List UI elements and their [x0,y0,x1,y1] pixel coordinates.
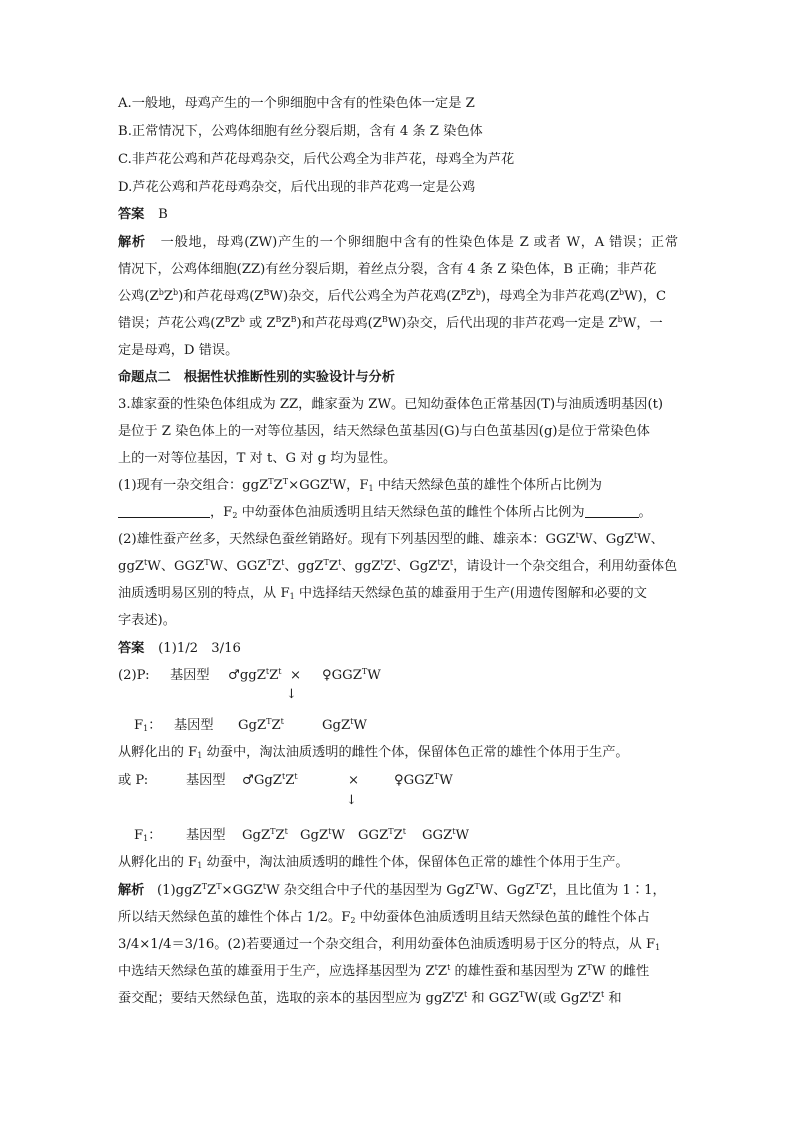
analysis-1-line-4: 错误；芦花公鸡($Z^BZ^b$ 或 $Z^BZ^B$)和芦花母鸡$(Z^BW)$杂交，后代出现的非芦花鸡一定是 $Z^bW$，一 [118,315,663,331]
analysis-label: 解析 [118,235,146,250]
f1-label: $F_1$： [134,828,162,843]
analysis-text: 一般地，母鸡(ZW)产生的一个卵细胞中含有的性染色体是 Z 或者 W，A 错误；正常 [160,235,679,250]
question-3-part-2-line-1: (2)雄性蚕产丝多，天然绿色蚕丝销路好。现有下列基因型的雌、雄亲本：GGZ$^t$W、GgZ$^t$W、 [118,531,664,547]
genotype-label: 基因型 [186,828,226,843]
down-arrow-icon: ↓ [286,687,297,702]
answer-blank-2[interactable] [585,503,639,518]
diagram-note: 从孵化出的 $F_1$ 幼蚕中，淘汰油质透明的雌性个体，保留体色正常的雄性个体用于生产。 [118,745,629,760]
genotype-label: 基因型 [170,668,210,683]
answer-value: B [158,207,168,222]
cross-symbol: × [348,773,360,788]
question-3-part-1: (1)现有一杂交组合：$ggZ^TZ^T\times GGZ^tW$，$F_1$ 中结天然绿色茧的雄性个体所占比例为 [118,477,602,493]
analysis-1-line-2: 情况下，公鸡体细胞(ZZ)有丝分裂后期，着丝点分裂，含有 4 条 Z 染色体，B 正确；非芦花 [118,262,657,277]
answer-label: 答案 [118,641,145,656]
diagram-note: 从孵化出的 $F_1$ 幼蚕中，淘汰油质透明的雌性个体，保留体色正常的雄性个体用于生产。 [118,855,629,870]
genotype-label: 基因型 [174,718,214,733]
female-parent-genotype: $♀GGZ^TW$ [322,667,381,683]
analysis-label: 解析 [118,883,145,898]
offspring-genotype-2: GgZ$^t$W [300,827,345,843]
answer-label: 答案 [118,207,145,222]
down-arrow-icon: ↓ [346,793,357,808]
female-parent-genotype: $♀GGZ^TW$ [394,772,453,788]
question-3-line-2: 是位于 Z 染色体上的一对等位基因，结天然绿色茧基因(G)与白色茧基因(g)是位于常染色体 [118,424,650,439]
male-parent-genotype: $♂ggZ^tZ^t$ [228,667,282,683]
question-3-part-2-line-4: 字表述)。 [118,613,176,628]
answer-1 [118,205,168,224]
question-3-part-2-line-3: 油质透明易区别的特点，从 $F_1$ 中选择结天然绿色茧的雄蚕用于生产(用遗传图解和必要的文 [118,586,647,601]
cross-symbol: × [290,668,302,683]
offspring-genotype-4: GGZ$^t$W [422,827,470,843]
offspring-genotype-2: GgZ$^t$W [322,717,367,733]
genotype-label: 基因型 [186,773,226,788]
section-title: 命题点二 根据性状推断性别的实验设计与分析 [118,370,395,385]
offspring-genotype-1: $GgZ^TZ^t$ [242,827,288,843]
answer-blank-1[interactable] [118,503,210,518]
analysis-1-line-5: 定是母鸡，D 错误。 [118,343,239,358]
option-c: C.非芦花公鸡和芦花母鸡杂交，后代公鸡全为非芦花，母鸡全为芦花 [118,152,515,167]
analysis-2-line-4: 中选结天然绿色茧的雄蚕用于生产，应选择基因型为 $Z^tZ^t$ 的雄性蚕和基因型为 $Z^TW$ 的雌性 [118,963,650,979]
male-parent-genotype: $♂GgZ^tZ^t$ [242,772,298,788]
option-b: B.正常情况下，公鸡体细胞有丝分裂后期，含有 4 条 Z 染色体 [118,124,483,139]
f1-label: $F_1$： [134,718,162,733]
option-d: D.芦花公鸡和芦花母鸡杂交，后代出现的非芦花鸡一定是公鸡 [118,180,476,195]
analysis-1-line-3: 公鸡$(Z^bZ^b)$和芦花母鸡$(Z^BW)$杂交，后代公鸡全为芦花鸡$(Z^BZ^b)$，母鸡全为非芦花鸡$(Z^bW)$，C [118,288,667,304]
answer-value: (1)1/2 3/16 [158,641,241,656]
question-3-line-3: 上的一对等位基因，T 对 t、G 对 g 均为显性。 [118,451,397,466]
analysis-2-line-1: 解析 $(1)ggZ^TZ^T\times GGZ^tW$ 杂交组合中子代的基因型为 GgZ$^T$W、$GgZ^TZ^t$，且比值为 1∶1， [118,882,666,898]
question-3-part-2-line-2: ggZ$^t$W、$GGZ^TW$、$GGZ^TZ^t$、$ggZ^TZ^t$、$ggZ^tZ^t$、$GgZ^tZ^t$，请设计一个杂交组合，利用幼蚕体色 [118,558,678,574]
offspring-genotype-3: $GGZ^TZ^t$ [358,827,406,843]
question-3-line-1: 3.雄家蚕的性染色体组成为 ZZ，雌家蚕为 ZW。已知幼蚕体色正常基因(T)与油质透明基因(t) [118,397,664,412]
analysis-1-line-1 [118,233,678,252]
analysis-2-line-5: 蚕交配；要结天然绿色茧，选取的亲本的基因型应为 $ggZ^tZ^t$ 和 $GGZ^TW$(或 $GgZ^tZ^t$ 和 [118,990,622,1006]
offspring-genotype-1: $GgZ^TZ^t$ [238,717,284,733]
option-a: A.一般地，母鸡产生的一个卵细胞中含有的性染色体一定是 Z [118,96,475,111]
analysis-2-line-3: 3/4×1/4＝3/16。(2)若要通过一个杂交组合，利用幼蚕体色油质透明易于区分的特点，从 $F_1$ [118,937,661,952]
answer-2 [118,639,241,658]
question-3-part-1-blanks: ，$F_2$ 中幼蚕体色油质透明且结天然绿色茧的雌性个体所占比例为 。 [118,503,652,522]
parent-label: (2)P: [118,668,150,683]
analysis-2-line-2: 所以结天然绿色茧的雄性个体占 1/2。$F_2$ 中幼蚕体色油质透明且结天然绿色茧的雌性个体占 [118,910,650,925]
parent-label: 或 P: [118,773,149,788]
